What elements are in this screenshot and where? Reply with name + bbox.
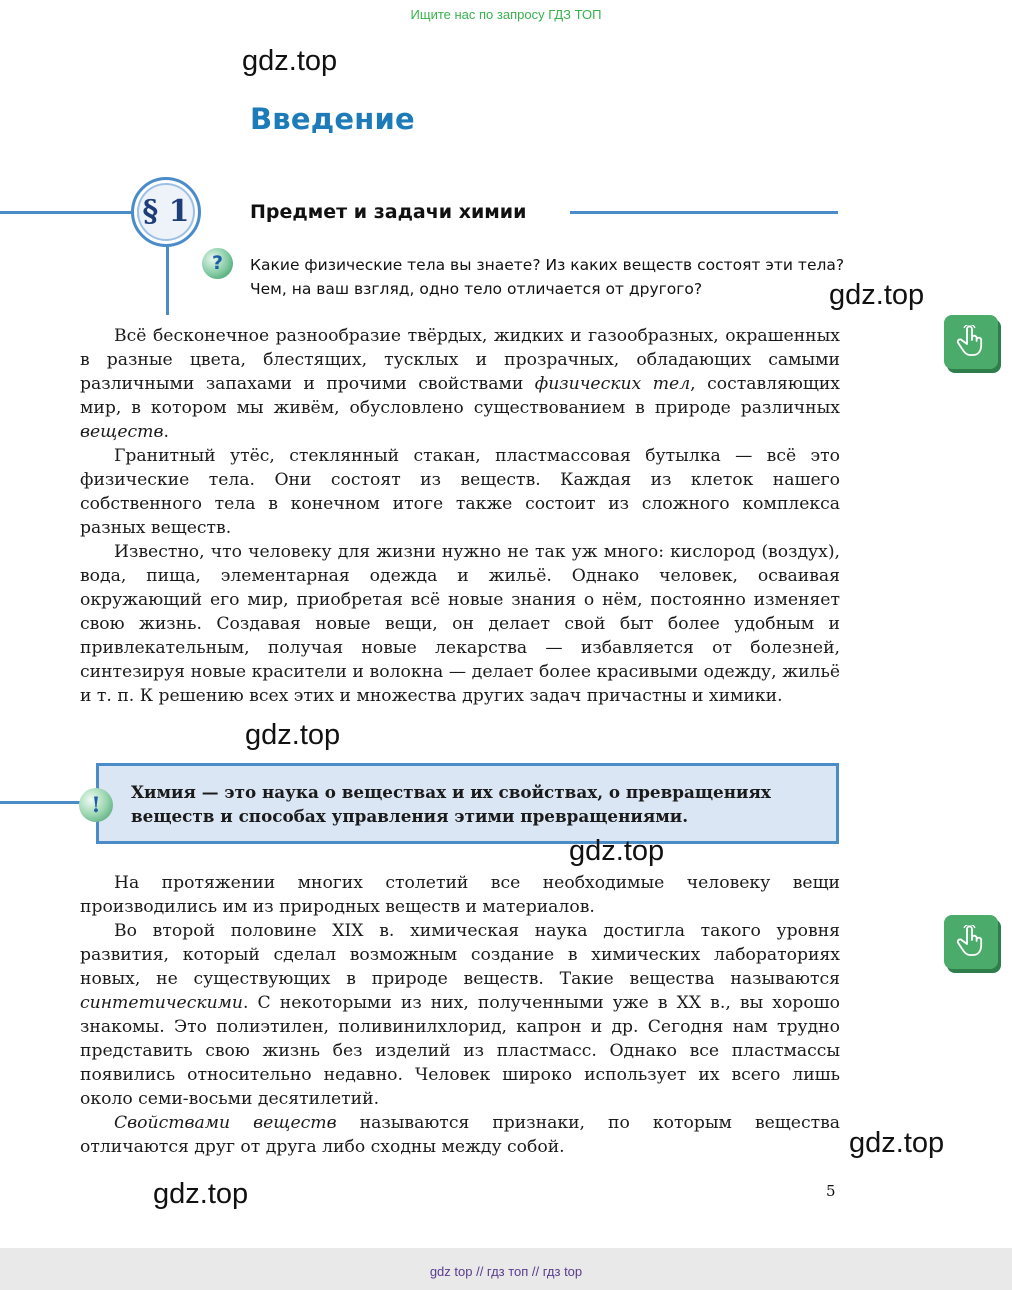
section-rule-vertical [166,245,169,315]
watermark: gdz.top [849,1127,945,1159]
definition-box [96,763,839,844]
footer-links[interactable]: gdz top // гдз топ // гдз top [429,1264,583,1279]
textbook-page [0,32,1012,1248]
interactive-button[interactable] [944,915,998,969]
interactive-button[interactable] [944,315,998,369]
paragraph: Гранитный утёс, стеклянный стакан, пластмассовая бутылка — всё это физические тела. Они состоят из веществ. Каждая из клеток нашего собственного тела в конечном итоге также состоит из сложного комплекса разных веществ. [80,446,840,538]
question-line: Чем, на ваш взгляд, одно тело отличается от другого? [250,280,703,298]
chapter-title: Введение [250,102,415,136]
paragraph: Свойствами веществ называются признаки, по которым вещества отличаются друг от друга либо сходны между собой. [80,1113,840,1157]
watermark: gdz.top [569,835,665,867]
paragraph: Во второй половине XIX в. химическая наука достигла такого уровня развития, который сделал возможным создание в химических лабораториях новых, не существующих в природе веществ. Такие вещества называются синтетическими. С некоторыми из них, полученными уже в XX в., вы хорошо знакомы. Это полиэтилен, поливинилхлорид, капрон и др. Сегодня нам трудно представить свою жизнь без изделий из пластмасс. Однако все пластмассы появились относительно недавно. Человек широко использует их всего лишь около семи-восьми десятилетий. [80,921,840,1109]
section-number: § 1 [142,194,190,229]
watermark: gdz.top [242,45,338,77]
page-number: 5 [826,1182,836,1200]
watermark: gdz.top [245,719,341,751]
body-text-bottom [80,871,840,1159]
paragraph: Всё бесконечное разнообразие твёрдых, жидких и газообразных, окрашенных в разные цвета, блестящих, тусклых и прозрачных, обладающих самыми различными запахами и прочими свойствами физических тел, составляющих мир, в котором мы живём, обусловлено существованием в природе различных веществ. [80,326,840,442]
question-icon: ? [202,248,233,279]
watermark: gdz.top [829,279,925,311]
body-text-top [80,324,840,708]
hand-pointer-icon [956,925,986,959]
watermark: gdz.top [153,1178,249,1210]
top-banner-link[interactable]: Ищите нас по запросу ГДЗ ТОП [410,7,602,22]
paragraph: Известно, что человеку для жизни нужно не так уж много: кислород (воздух), вода, пища, элементарная одежда и жильё. Однако человек, осваивая окружающий его мир, приобретая всё новые знания о нём, постоянно изменяет свою жизнь. Создавая новые вещи, он делает свой быт более удобным и привлекательным, получая новые лекарства — избавляется от болезней, синтезируя новые красители и волокна — делает более красивыми одежду, жильё и т. п. К решению всех этих и множества других задач причастны и химики. [80,542,840,706]
section-title: Предмет и задачи химии [250,201,527,223]
definition-text: Химия — это наука о веществах и их свойствах, о превращениях веществ и способах управления этими превращениями. [131,782,771,826]
section-rule-left [0,211,133,214]
question-line: Какие физические тела вы знаете? Из каких веществ состоят эти тела? [250,256,845,274]
definition-rule-left [0,801,82,804]
section-badge [131,177,201,247]
top-banner-bar [0,0,1012,32]
paragraph: На протяжении многих столетий все необходимые человеку вещи производились им из природных веществ и материалов. [80,873,840,917]
questions-block [250,253,850,301]
hand-pointer-icon [956,325,986,359]
exclamation-icon: ! [79,788,113,822]
section-rule-right [570,211,838,214]
